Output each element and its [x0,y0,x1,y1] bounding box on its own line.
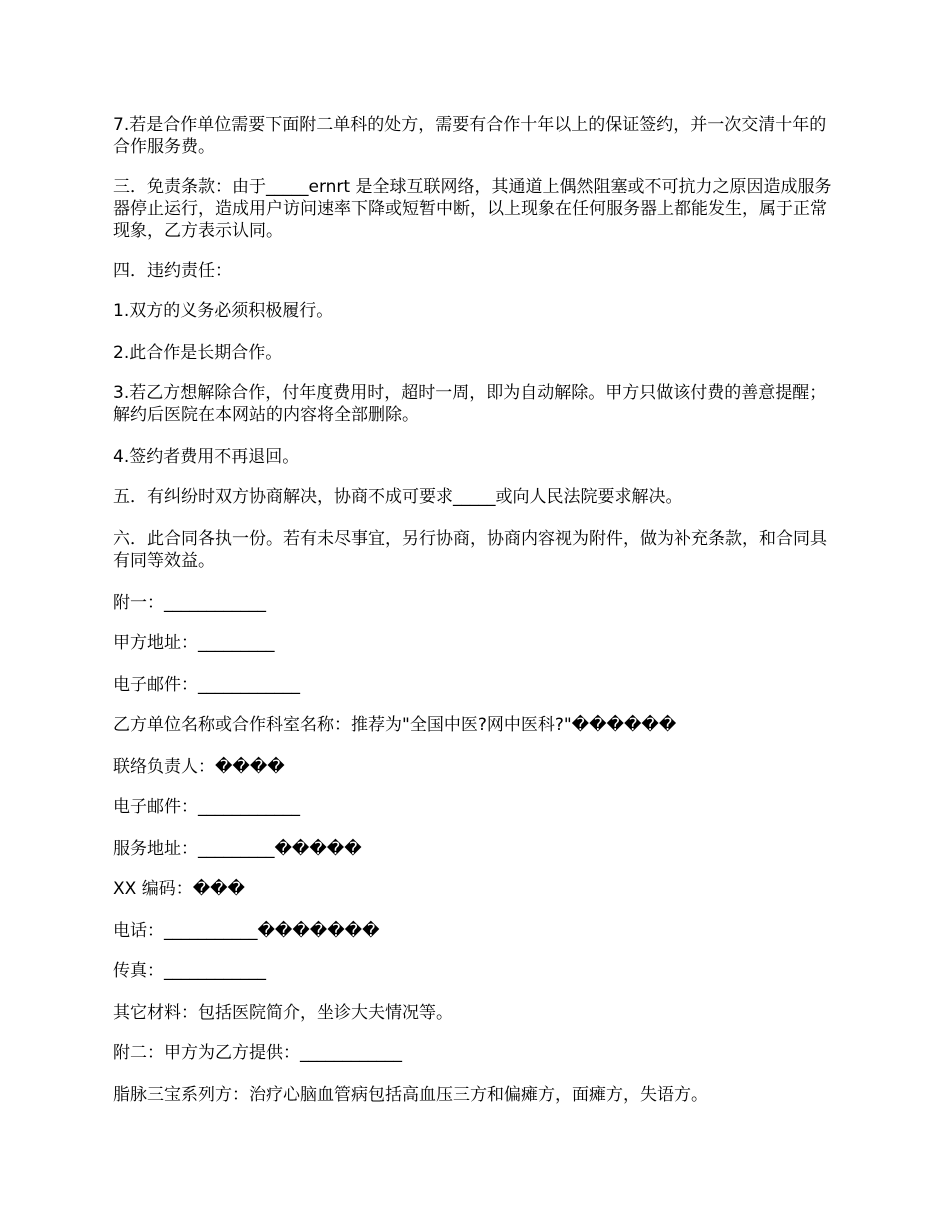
field-appendix-1: 附一：____________ [113,593,266,613]
paragraph-breach-3: 3.若乙方想解除合作，付年度费用时，超时一周，即为自动解除。甲方只做该付费的善意提醒；解约后医院在本网站的内容将全部删除。 [113,383,827,425]
paragraph-breach-2: 2.此合作是长期合作。 [113,343,283,363]
field-fax: 传真：____________ [113,961,266,981]
field-contact-person: 联络负责人：���� [113,757,285,777]
paragraph-disclaimer: 三．免责条款：由于_____ernrt 是全球互联网络，其通道上偶然阻塞或不可抗力之原因造成服务器停止运行，造成用户访问速率下降或短暂中断，以上现象在任何服务器上都能发生，属于正常现象，乙方表示认同。 [113,177,832,241]
paragraph-copies: 六．此合同各执一份。若有未尽事宜，另行协商，协商内容视为附件，做为补充条款，和合同具有同等效益。 [113,529,827,571]
field-party-a-address: 甲方地址：_________ [113,633,275,653]
paragraph-breach-4: 4.签约者费用不再退回。 [113,447,300,467]
field-other-materials: 其它材料：包括医院简介，坐诊大夫情况等。 [113,1003,453,1023]
field-appendix-2: 附二：甲方为乙方提供：____________ [113,1043,402,1063]
field-email-a: 电子邮件：____________ [113,675,300,695]
paragraph-breach-heading: 四．违约责任： [113,261,232,281]
field-party-b-name: 乙方单位名称或合作科室名称：推荐为"全国中医?网中医科?"������ [113,715,677,735]
paragraph-breach-1: 1.双方的义务必须积极履行。 [113,301,334,321]
paragraph-dispute: 五．有纠纷时双方协商解决，协商不成可要求_____或向人民法院要求解决。 [113,487,683,507]
field-phone: 电话：___________������� [113,921,380,941]
field-postal-code: XX 编码：��� [113,879,245,899]
paragraph-clause-7: 7.若是合作单位需要下面附二单科的处方，需要有合作十年以上的保证签约，并一次交清十年的合作服务费。 [113,115,827,157]
paragraph-prescriptions: 脂脉三宝系列方：治疗心脑血管病包括高血压三方和偏瘫方，面瘫方，失语方。 [113,1085,708,1105]
field-email-b: 电子邮件：____________ [113,797,300,817]
field-service-address: 服务地址：_________����� [113,839,362,859]
